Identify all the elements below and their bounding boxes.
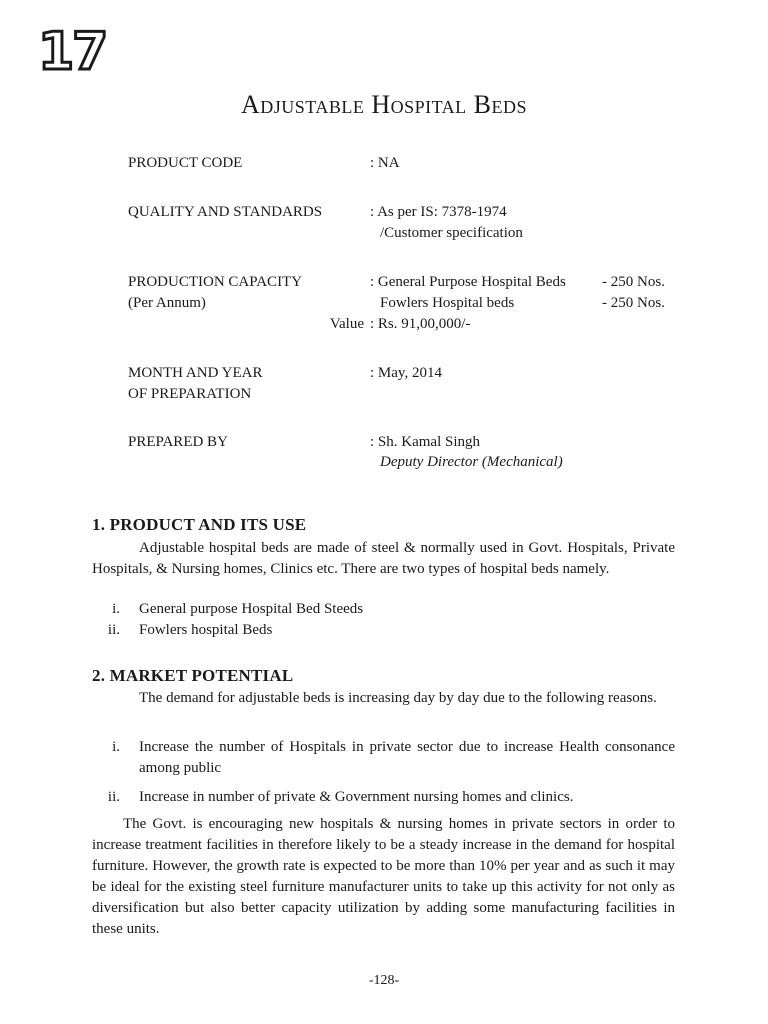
list-item-number: ii. bbox=[107, 789, 120, 805]
list-item-number: i. bbox=[112, 601, 120, 617]
month-year-label: MONTH AND YEAR bbox=[128, 365, 263, 381]
capacity-qty-2: - 250 Nos. bbox=[602, 295, 665, 311]
page-title: Adjustable Hospital Beds bbox=[240, 90, 528, 119]
value-label: Value bbox=[329, 316, 364, 332]
product-code-label: PRODUCT CODE bbox=[128, 155, 243, 171]
section-1-heading bbox=[92, 515, 306, 535]
capacity-item-1: : General Purpose Hospital Beds bbox=[370, 274, 566, 290]
value-amount: : Rs. 91,00,000/- bbox=[370, 316, 471, 332]
capacity-qty-1: - 250 Nos. bbox=[602, 274, 665, 290]
section-2-intro: The demand for adjustable beds is increasing day by day due to the following reasons. bbox=[139, 690, 657, 706]
capacity-sublabel: (Per Annum) bbox=[128, 295, 206, 311]
section-1-title: PRODUCT AND ITS USE bbox=[109, 515, 307, 534]
month-year-value: : May, 2014 bbox=[370, 365, 442, 381]
capacity-item-2: Fowlers Hospital beds bbox=[380, 295, 515, 311]
section-2-closing-paragraph: The Govt. is encouraging new hospitals & nursing homes in private sectors in order to increase treatment facilities in therefore likely to be a steady increase in the demand for hospital furniture. However, the growth rate is expected to be more than 10% per year and as such it may be ideal for the existing steel furniture manufacturer units to take up this activity for not only as diversification but also better capacity utilization by adding some manufacturing facilities in these units. bbox=[92, 816, 675, 937]
prepared-by-label: PREPARED BY bbox=[128, 434, 228, 450]
list-item: Increase in number of private & Government nursing homes and clinics. bbox=[139, 789, 574, 805]
list-item: Increase the number of Hospitals in private sector due to increase Health consonance among public bbox=[139, 739, 675, 776]
section-1-number: 1 bbox=[92, 515, 101, 534]
chapter-number: 17 bbox=[38, 22, 107, 82]
page-number: -128- bbox=[368, 973, 400, 988]
list-item: General purpose Hospital Bed Steeds bbox=[139, 601, 364, 617]
quality-value: : As per IS: 7378-1974 bbox=[370, 204, 507, 220]
section-1-paragraph: Adjustable hospital beds are made of steel & normally used in Govt. Hospitals, Private Hospitals, & Nursing homes, Clinics etc. There are two types of hospital beds namely. bbox=[92, 540, 675, 577]
list-item-number: i. bbox=[112, 739, 120, 755]
quality-value-continued: /Customer specification bbox=[380, 225, 523, 241]
product-code-value: : NA bbox=[370, 155, 400, 171]
section-2-title: MARKET POTENTIAL bbox=[109, 666, 294, 685]
preparation-label: OF PREPARATION bbox=[128, 386, 252, 402]
section-2-heading bbox=[92, 666, 293, 686]
prepared-by-value: : Sh. Kamal Singh bbox=[370, 434, 481, 450]
section-2-number: 2 bbox=[92, 666, 101, 685]
list-item-number: ii. bbox=[107, 622, 120, 638]
section-number-dot: . bbox=[100, 666, 110, 685]
capacity-label: PRODUCTION CAPACITY bbox=[128, 274, 303, 290]
prepared-by-designation: Deputy Director (Mechanical) bbox=[380, 454, 563, 470]
quality-label: QUALITY AND STANDARDS bbox=[128, 204, 323, 220]
section-number-dot: . bbox=[100, 515, 110, 534]
list-item: Fowlers hospital Beds bbox=[139, 622, 273, 638]
